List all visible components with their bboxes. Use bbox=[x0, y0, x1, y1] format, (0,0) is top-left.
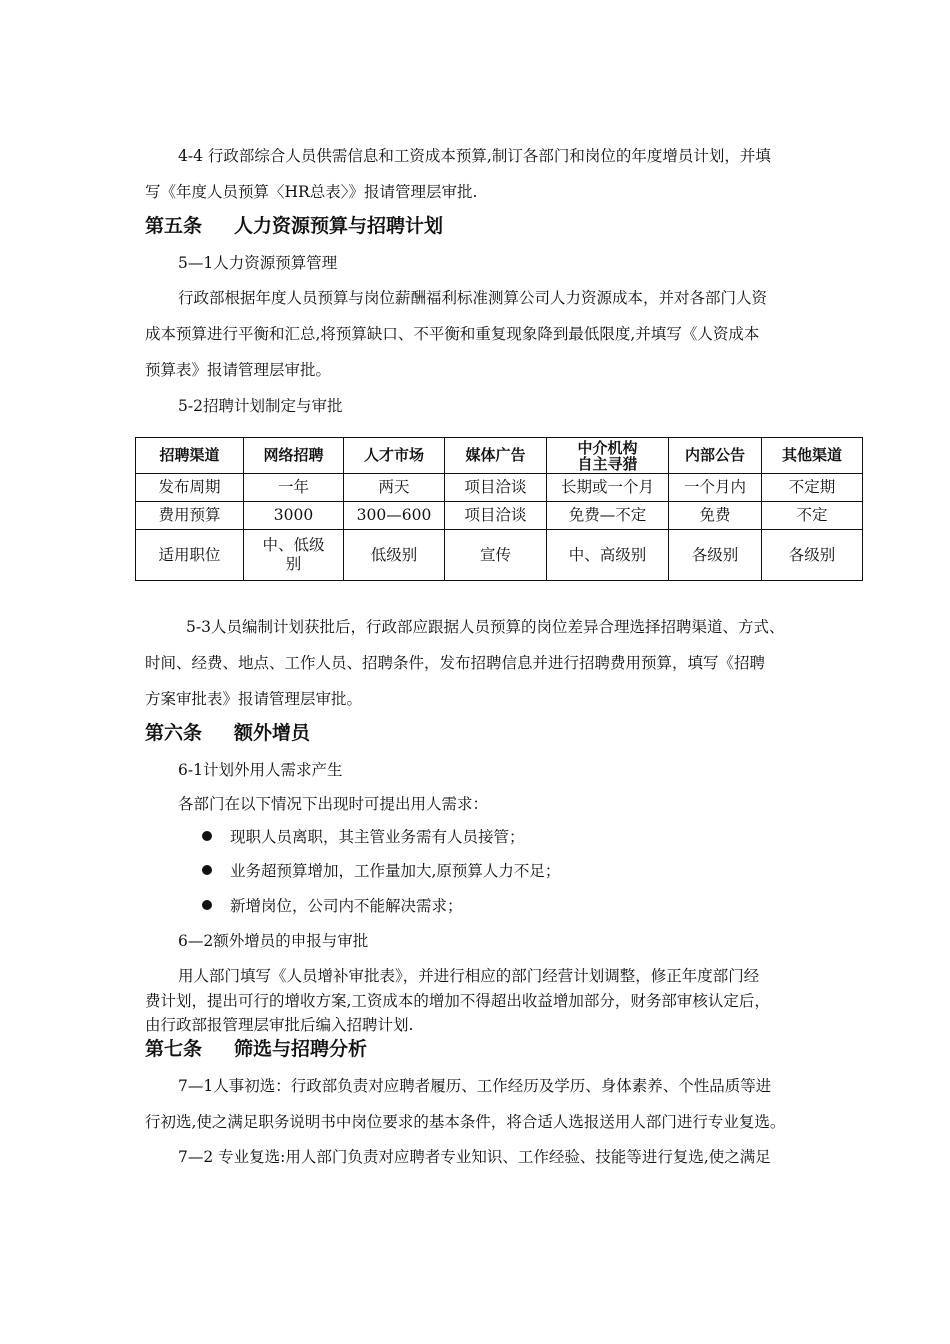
article-5-heading bbox=[145, 214, 443, 238]
table-cell: 各级别 bbox=[669, 530, 762, 581]
bullet-icon bbox=[202, 865, 212, 875]
article-title: 额外增员 bbox=[234, 722, 311, 744]
table-cell: 免费 bbox=[669, 502, 762, 530]
table-header-cell: 招聘渠道 bbox=[136, 438, 244, 474]
section-6-1-title: 6-1计划外用人需求产生 bbox=[178, 761, 343, 779]
table-row bbox=[136, 474, 863, 502]
article-number: 第六条 bbox=[145, 722, 203, 744]
text-line: 4-4 行政部综合人员供需信息和工资成本预算,制订各部门和岗位的年度增员计划，并填 bbox=[178, 147, 771, 165]
table-header-cell: 其他渠道 bbox=[762, 438, 863, 474]
table-cell: 两天 bbox=[344, 474, 445, 502]
article-title: 筛选与招聘分析 bbox=[234, 1038, 368, 1060]
list-item bbox=[202, 861, 560, 881]
table-cell: 一个月内 bbox=[669, 474, 762, 502]
table-cell: 长期或一个月 bbox=[547, 474, 669, 502]
table-cell: 项目洽谈 bbox=[445, 502, 547, 530]
recruitment-channel-table bbox=[135, 437, 863, 581]
text-line: 行政部根据年度人员预算与岗位薪酬福利标准测算公司人力资源成本，并对各部门人资 bbox=[178, 289, 768, 307]
table-row bbox=[136, 530, 863, 581]
list-item-text: 新增岗位，公司内不能解决需求； bbox=[230, 897, 463, 915]
list-item-text: 业务超预算增加，工作量加大,原预算人力不足； bbox=[230, 862, 561, 880]
table-cell: 免费—不定 bbox=[547, 502, 669, 530]
table-cell: 发布周期 bbox=[136, 474, 244, 502]
text-line: 用人部门填写《人员增补审批表》，并进行相应的部门经营计划调整，修正年度部门经 bbox=[178, 967, 760, 985]
article-7-heading bbox=[145, 1037, 367, 1061]
text-line: 预算表》报请管理层审批。 bbox=[145, 361, 332, 379]
table-cell: 不定 bbox=[762, 502, 863, 530]
table-cell: 3000 bbox=[244, 502, 344, 530]
table-cell: 低级别 bbox=[344, 530, 445, 581]
text-line: 方案审批表》报请管理层审批。 bbox=[145, 690, 363, 708]
text-line: 时间、经费、地点、工作人员、招聘条件，发布招聘信息并进行招聘费用预算，填写《招聘 bbox=[145, 654, 766, 672]
bullet-icon bbox=[202, 900, 212, 910]
section-5-1-title: 5—1人力资源预算管理 bbox=[178, 254, 338, 272]
table-cell: 适用职位 bbox=[136, 530, 244, 581]
table-header-cell: 人才市场 bbox=[344, 438, 445, 474]
table-cell: 中、低级 别 bbox=[244, 530, 344, 581]
list-item-text: 现职人员离职，其主管业务需有人员接管； bbox=[230, 828, 525, 846]
table-cell: 各级别 bbox=[762, 530, 863, 581]
table-header-cell: 内部公告 bbox=[669, 438, 762, 474]
article-title: 人力资源预算与招聘计划 bbox=[234, 215, 444, 237]
section-7-2-line: 7—2 专业复选:用人部门负责对应聘者专业知识、工作经验、技能等进行复选,使之满足 bbox=[178, 1148, 771, 1166]
text-line: 行初选,使之满足职务说明书中岗位要求的基本条件，将合适人选报送用人部门进行专业复选。 bbox=[145, 1113, 786, 1131]
table-header-cell: 中介机构 自主寻猎 bbox=[547, 438, 669, 474]
section-6-1-intro: 各部门在以下情况下出现时可提出用人需求： bbox=[178, 795, 489, 813]
table-cell: 费用预算 bbox=[136, 502, 244, 530]
section-5-2-title: 5-2招聘计划制定与审批 bbox=[178, 397, 343, 415]
article-number: 第七条 bbox=[145, 1038, 203, 1060]
text-line: 费计划，提出可行的增收方案,工资成本的增加不得超出收益增加部分，财务部审核认定后， bbox=[145, 992, 770, 1010]
list-item bbox=[202, 896, 463, 916]
text-line: 由行政部报管理层审批后编入招聘计划. bbox=[145, 1016, 414, 1034]
table-cell: 300—600 bbox=[344, 502, 445, 530]
table-header-row bbox=[136, 438, 863, 474]
section-6-2-title: 6—2额外增员的申报与审批 bbox=[178, 932, 369, 950]
table-cell: 不定期 bbox=[762, 474, 863, 502]
table-header-cell: 媒体广告 bbox=[445, 438, 547, 474]
table-row bbox=[136, 502, 863, 530]
table-cell: 中、高级别 bbox=[547, 530, 669, 581]
text-line: 7—1人事初选：行政部负责对应聘者履历、工作经历及学历、身体素养、个性品质等进 bbox=[178, 1077, 772, 1095]
bullet-icon bbox=[202, 831, 212, 841]
table-header-cell: 网络招聘 bbox=[244, 438, 344, 474]
table-cell: 宣传 bbox=[445, 530, 547, 581]
text-line: 5-3人员编制计划获批后，行政部应跟据人员预算的岗位差异合理选择招聘渠道、方式、 bbox=[186, 618, 785, 636]
text-line: 写《年度人员预算〈HR总表〉》报请管理层审批. bbox=[145, 183, 478, 201]
list-item bbox=[202, 827, 525, 847]
article-6-heading bbox=[145, 721, 310, 745]
table-cell: 一年 bbox=[244, 474, 344, 502]
article-number: 第五条 bbox=[145, 215, 203, 237]
text-line: 成本预算进行平衡和汇总,将预算缺口、不平衡和重复现象降到最低限度,并填写《人资成本 bbox=[145, 325, 760, 343]
table-cell: 项目洽谈 bbox=[445, 474, 547, 502]
